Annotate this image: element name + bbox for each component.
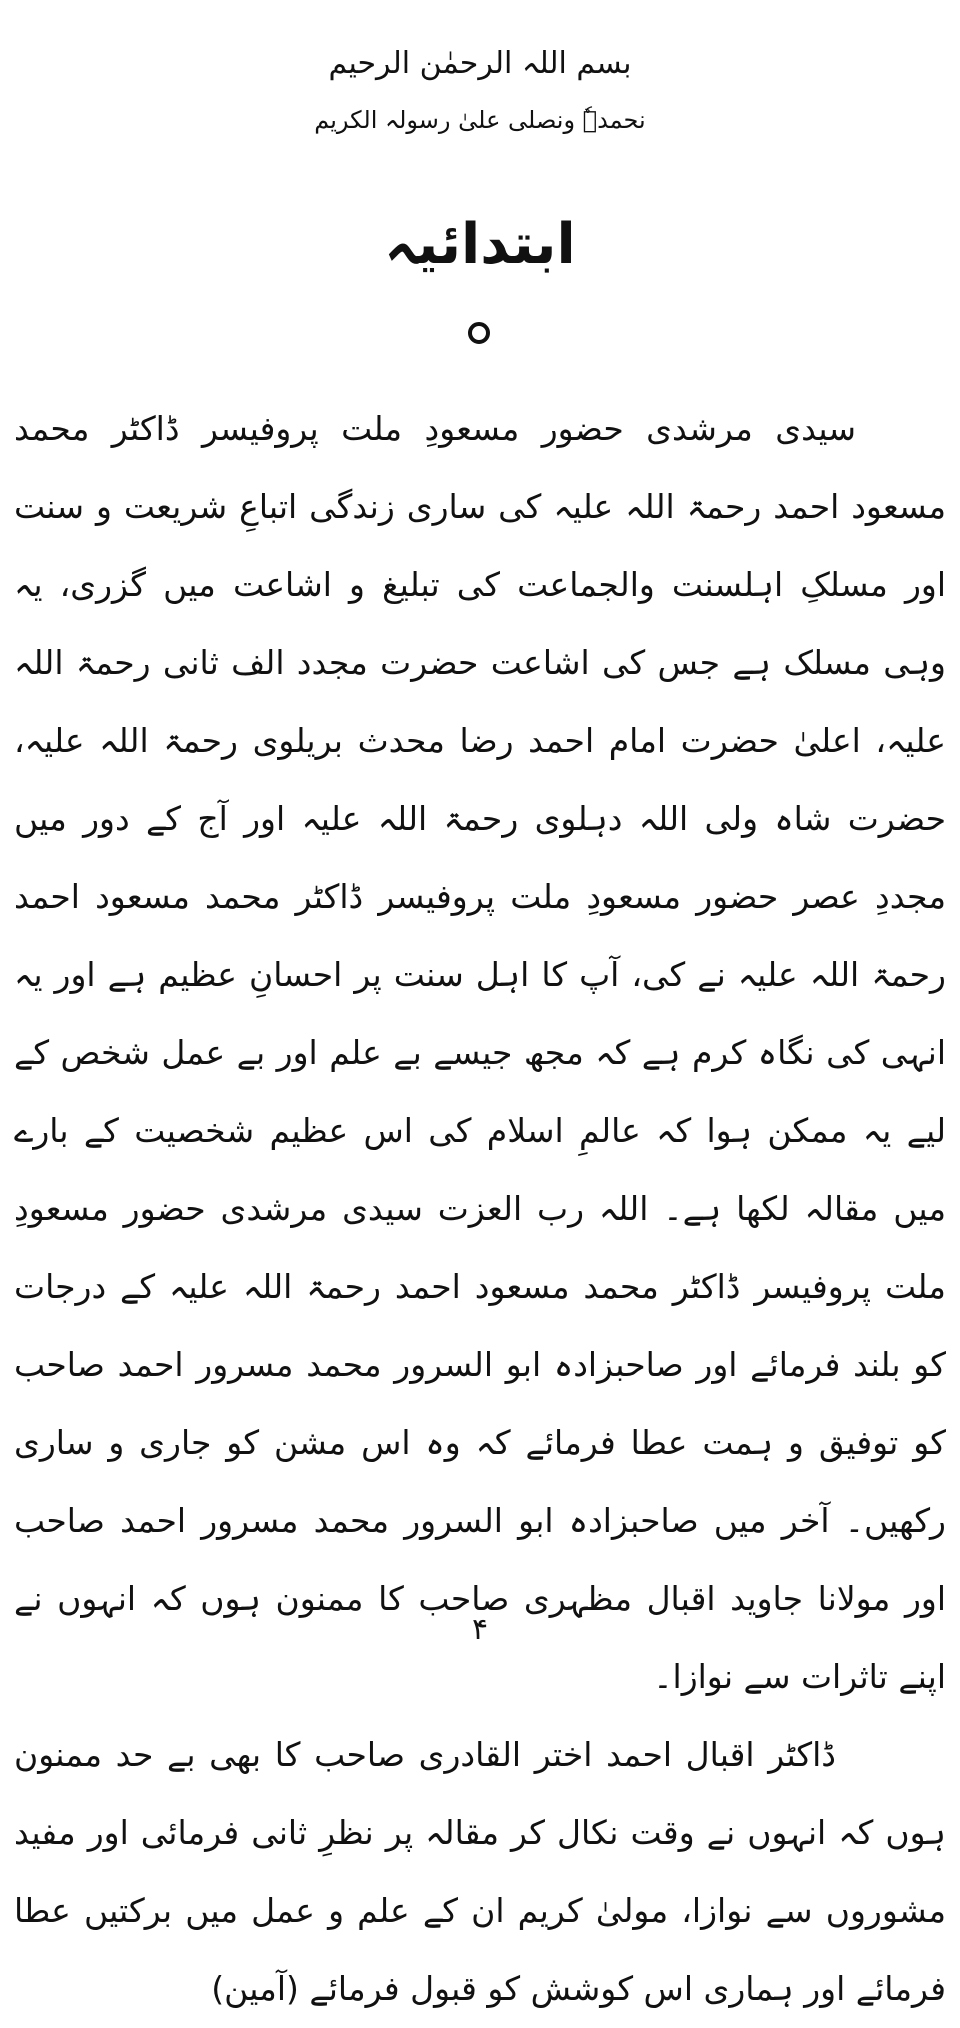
bismillah-heading: بسم اللہ الرحمٰن الرحیم <box>328 46 632 81</box>
body-text <box>14 390 946 2028</box>
page-number: ۴ <box>471 1612 489 1647</box>
circle-ornament-icon <box>468 322 490 344</box>
page-title: ابتدائیہ <box>384 212 576 277</box>
paragraph-2: ڈاکٹر اقبال احمد اختر القادری صاحب کا بھی بے حد ممنون ہوں کہ انہوں نے وقت نکال کر مقالہ پر نظرِ ثانی فرمائی اور مفید مشوروں سے نوازا، مولیٰ کریم ان کے علم و عمل میں برکتیں عطا فرمائے اور ہماری اس کوشش کو قبول فرمائے (آمین) <box>14 1735 946 2008</box>
paragraph-1: سیدی مرشدی حضور مسعودِ ملت پروفیسر ڈاکٹر محمد مسعود احمد رحمۃ اللہ علیہ کی ساری زندگی اتباعِ شریعت و سنت اور مسلکِ اہلسنت والجماعت کی تبلیغ و اشاعت میں گزری، یہ وہی مسلک ہے جس کی اشاعت حضرت مجدد الف ثانی رحمۃ اللہ علیہ، اعلیٰ حضرت امام احمد رضا محدث بریلوی رحمۃ اللہ علیہ، حضرت شاہ ولی اللہ دہلوی رحمۃ اللہ علیہ اور آج کے دور میں مجددِ عصر حضور مسعودِ ملت پروفیسر ڈاکٹر محمد مسعود احمد رحمۃ اللہ علیہ نے کی، آپ کا اہل سنت پر احسانِ عظیم ہے اور یہ انہی کی نگاہ کرم ہے کہ مجھ جیسے بے علم اور بے عمل شخص کے لیے یہ ممکن ہوا کہ عالمِ اسلام کی اس عظیم شخصیت کے بارے میں مقالہ لکھا ہے۔ اللہ رب العزت سیدی مرشدی حضور مسعودِ ملت پروفیسر ڈاکٹر محمد مسعود احمد رحمۃ اللہ علیہ کے درجات کو بلند فرمائے اور صاحبزادہ ابو السرور محمد مسرور احمد صاحب کو توفیق و ہمت عطا فرمائے کہ وہ اس مشن کو جاری و ساری رکھیں۔ آخر میں صاحبزادہ ابو السرور محمد مسرور احمد صاحب اور مولانا جاوید اقبال مظہری صاحب کا ممنون ہوں کہ انہوں نے اپنے تاثرات سے نوازا۔ <box>14 409 946 1696</box>
salutation-line: نحمدہٗ ونصلی علیٰ رسولہ الکریم <box>314 106 646 134</box>
